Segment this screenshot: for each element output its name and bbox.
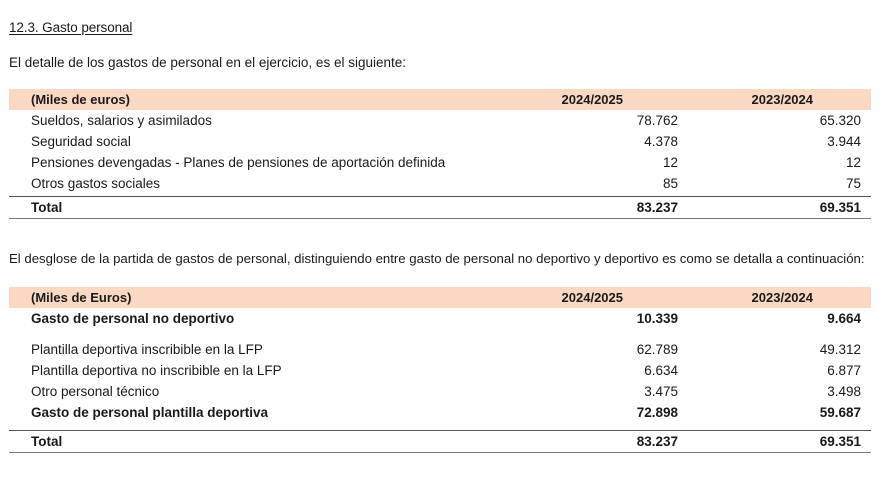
row-label: Otro personal técnico bbox=[31, 384, 160, 399]
header-units-label: (Miles de euros) bbox=[31, 92, 130, 107]
total-row bbox=[9, 196, 871, 219]
table-row bbox=[9, 131, 871, 152]
row-label: Plantilla deportiva inscribible en la LFP bbox=[31, 342, 263, 357]
header-units-label: (Miles de Euros) bbox=[31, 290, 132, 305]
header-col-2024-2025: 2024/2025 bbox=[561, 290, 623, 305]
intro-paragraph-1: El detalle de los gastos de personal en el ejercicio, es el siguiente: bbox=[9, 55, 406, 70]
header-col-2023-2024: 2023/2024 bbox=[751, 290, 813, 305]
row-label: Gasto de personal plantilla deportiva bbox=[31, 405, 269, 420]
row-value-2024-2025: 6.634 bbox=[644, 363, 678, 378]
row-value-2023-2024: 12 bbox=[845, 155, 861, 170]
non-sport-personnel-row bbox=[9, 308, 871, 329]
table-header bbox=[9, 89, 871, 110]
row-value-2024-2025: 4.378 bbox=[644, 134, 678, 149]
row-label: Pensiones devengadas - Planes de pensiones de aportación definida bbox=[31, 155, 446, 170]
total-label: Total bbox=[31, 200, 63, 215]
row-value-2024-2025: 78.762 bbox=[636, 113, 678, 128]
total-value-2023-2024: 69.351 bbox=[819, 434, 861, 449]
header-col-2023-2024: 2023/2024 bbox=[751, 92, 813, 107]
row-value-2023-2024: 3.944 bbox=[827, 134, 861, 149]
row-value-2024-2025: 62.789 bbox=[636, 342, 678, 357]
personnel-expenses-table bbox=[9, 89, 871, 219]
header-col-2024-2025: 2024/2025 bbox=[561, 92, 623, 107]
table-row bbox=[9, 173, 871, 194]
row-value-2024-2025: 72.898 bbox=[636, 405, 678, 420]
row-value-2024-2025: 12 bbox=[662, 155, 678, 170]
row-spacer bbox=[9, 329, 871, 339]
row-label: Otros gastos sociales bbox=[31, 176, 161, 191]
total-value-2024-2025: 83.237 bbox=[636, 200, 678, 215]
table-row bbox=[9, 360, 871, 381]
total-row bbox=[9, 430, 871, 453]
row-value-2023-2024: 9.664 bbox=[827, 311, 861, 326]
table-row bbox=[9, 381, 871, 402]
personnel-breakdown-table bbox=[9, 287, 871, 453]
row-label: Plantilla deportiva no inscribible en la LFP bbox=[31, 363, 282, 378]
row-label: Seguridad social bbox=[31, 134, 131, 149]
table-header bbox=[9, 287, 871, 308]
row-label: Sueldos, salarios y asimilados bbox=[31, 113, 212, 128]
intro-paragraph-2: El desglose de la partida de gastos de personal, distinguiendo entre gasto de personal no deportivo y deportivo es como se detalla a continuación: bbox=[9, 251, 865, 266]
row-spacer bbox=[9, 423, 871, 428]
total-label: Total bbox=[31, 434, 63, 449]
row-value-2023-2024: 6.877 bbox=[827, 363, 861, 378]
row-value-2023-2024: 3.498 bbox=[827, 384, 861, 399]
total-value-2024-2025: 83.237 bbox=[636, 434, 678, 449]
row-value-2024-2025: 3.475 bbox=[644, 384, 678, 399]
row-value-2023-2024: 75 bbox=[845, 176, 861, 191]
row-value-2024-2025: 10.339 bbox=[636, 311, 678, 326]
total-value-2023-2024: 69.351 bbox=[819, 200, 861, 215]
row-value-2023-2024: 49.312 bbox=[819, 342, 861, 357]
table-row bbox=[9, 110, 871, 131]
row-value-2023-2024: 59.687 bbox=[819, 405, 861, 420]
row-value-2024-2025: 85 bbox=[662, 176, 678, 191]
sport-personnel-subtotal-row bbox=[9, 402, 871, 423]
table-row bbox=[9, 339, 871, 360]
section-title: 12.3. Gasto personal bbox=[9, 20, 133, 35]
row-label: Gasto de personal no deportivo bbox=[31, 311, 235, 326]
row-value-2023-2024: 65.320 bbox=[819, 113, 861, 128]
table-row bbox=[9, 152, 871, 173]
